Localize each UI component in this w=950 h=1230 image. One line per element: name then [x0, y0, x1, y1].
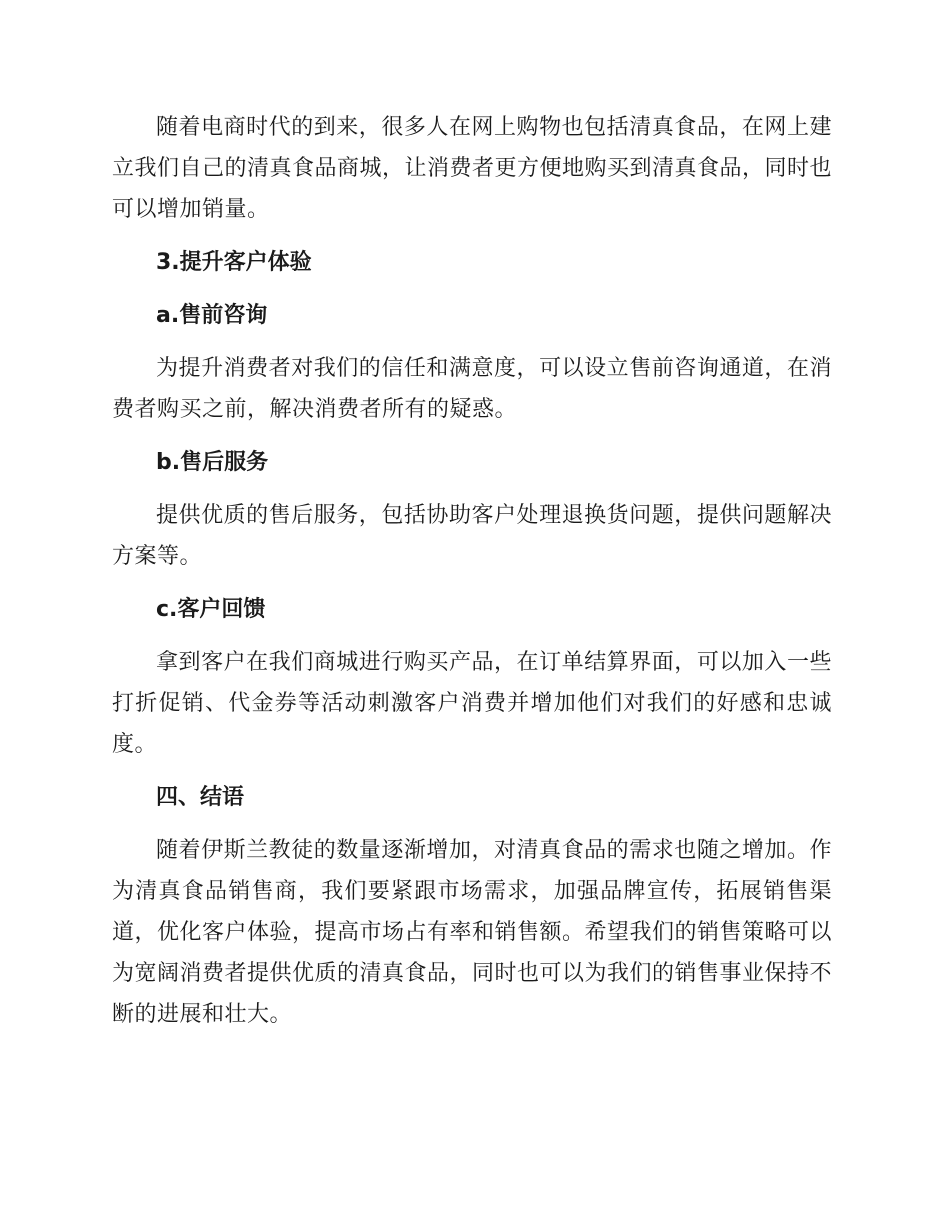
paragraph-aftersale-service: 提供优质的售后服务，包括协助客户处理退换货问题，提供问题解决方案等。 [112, 503, 832, 569]
heading-aftersale-service: b.售后服务 [156, 450, 269, 475]
heading-conclusion: 四、结语 [156, 785, 245, 810]
paragraph-conclusion: 随着伊斯兰教徒的数量逐渐增加，对清真食品的需求也随之增加。作为清真食品销售商，我们要紧跟市场需求，加强品牌宣传，拓展销售渠道，优化客户体验，提高市场占有率和销售额。希望我们的销售策略可以为宽阔消费者提供优质的清真食品，同时也可以为我们的销售事业保持不断的进展和壮大。 [112, 838, 833, 1027]
heading-customer-feedback: c.客户回馈 [156, 597, 266, 622]
document-body [112, 107, 832, 1047]
paragraph-presale-consulting: 为提升消费者对我们的信任和满意度，可以设立售前咨询通道，在消费者购买之前，解决消费者所有的疑惑。 [112, 356, 832, 422]
paragraph-online-store: 随着电商时代的到来，很多人在网上购物也包括清真食品，在网上建立我们自己的清真食品商城，让消费者更方便地购买到清真食品，同时也可以增加销量。 [112, 115, 833, 222]
heading-customer-experience: 3.提升客户体验 [156, 250, 312, 275]
heading-presale-consulting: a.售前咨询 [156, 303, 268, 328]
paragraph-customer-feedback: 拿到客户在我们商城进行购买产品，在订单结算界面，可以加入一些打折促销、代金券等活动刺激客户消费并增加他们对我们的好感和忠诚度。 [112, 650, 832, 757]
